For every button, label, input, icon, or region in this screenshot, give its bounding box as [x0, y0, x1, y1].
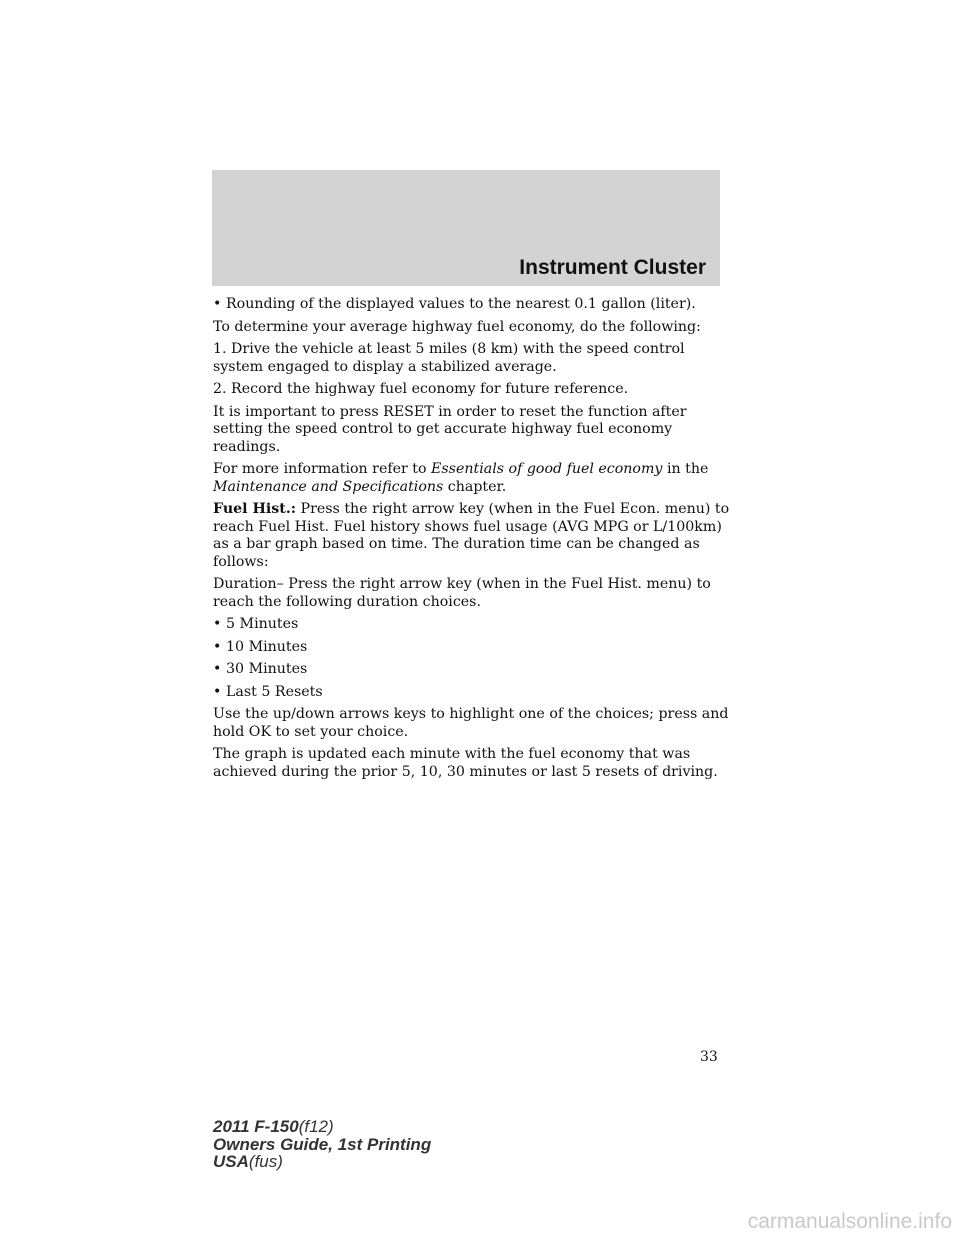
bullet-icon: • [213, 683, 222, 700]
duration-choice-label: Last 5 Resets [226, 683, 323, 700]
fuel-hist-label: Fuel Hist.: [213, 501, 297, 517]
paragraph-more-info [213, 461, 733, 496]
more-info-mid: in the [662, 461, 709, 477]
duration-choice-label: 10 Minutes [226, 638, 308, 655]
duration-choice [213, 616, 733, 634]
fuel-hist-text: Press the right arrow key (when in the Fuel Econ. menu) to reach Fuel Hist. Fuel history shows fuel usage (AVG MPG or L/100km) as a bar graph based on time. The duration time can be changed as follows: [213, 501, 730, 570]
duration-choice [213, 661, 733, 679]
paragraph-fuel-hist [213, 501, 733, 571]
paragraph-reset: It is important to press RESET in order to reset the function after setting the speed control to get accurate highway fuel economy readings. [213, 403, 687, 455]
footer-printing: Owners Guide, 1st Printing [213, 1134, 432, 1154]
duration-choice [213, 684, 733, 702]
footer-line-model [213, 1118, 431, 1136]
step-2: 2. Record the highway fuel economy for future reference. [213, 381, 629, 397]
step-1: 1. Drive the vehicle at least 5 miles (8 km) with the speed control system engaged to display a stabilized average. [213, 341, 685, 375]
duration-choice-label: 5 Minutes [226, 616, 299, 632]
chapter-reference: Maintenance and Specifications [213, 478, 444, 495]
paragraph-graph: The graph is updated each minute with the fuel economy that was achieved during the prior 5, 10, 30 minutes or last 5 resets of driving. [213, 746, 718, 780]
section-header-band [212, 170, 720, 286]
fuel-economy-reference: Essentials of good fuel economy [431, 461, 663, 477]
section-title: Instrument Cluster [519, 256, 706, 279]
footer-model: 2011 F-150 [213, 1117, 299, 1136]
paragraph-determine: To determine your average highway fuel economy, do the following: [213, 318, 701, 335]
duration-choice-label: 30 Minutes [226, 661, 308, 677]
print-footer [213, 1118, 431, 1171]
bullet-icon: • [213, 296, 222, 312]
bullet-item [213, 296, 733, 314]
bullet-icon: • [213, 661, 222, 677]
bullet-text: Rounding of the displayed values to the nearest 0.1 gallon (liter). [226, 296, 696, 312]
paragraph-use-keys: Use the up/down arrows keys to highlight one of the choices; press and hold OK to set your choice. [213, 706, 729, 740]
paragraph-duration: Duration– Press the right arrow key (when in the Fuel Hist. menu) to reach the following duration choices. [213, 576, 711, 610]
page-number: 33 [700, 1049, 718, 1065]
bullet-icon: • [213, 638, 222, 655]
footer-market-code: (fus) [248, 1152, 283, 1171]
more-info-prefix: For more information refer to [213, 461, 432, 477]
more-info-suffix: chapter. [443, 478, 507, 495]
footer-market: USA [213, 1152, 249, 1171]
bullet-icon: • [213, 616, 222, 632]
footer-model-code: (f12) [298, 1117, 334, 1136]
site-watermark: carmanualsonline.info [747, 1210, 952, 1233]
page-content [213, 296, 733, 786]
footer-line-market [213, 1153, 431, 1171]
duration-choice [213, 639, 733, 657]
